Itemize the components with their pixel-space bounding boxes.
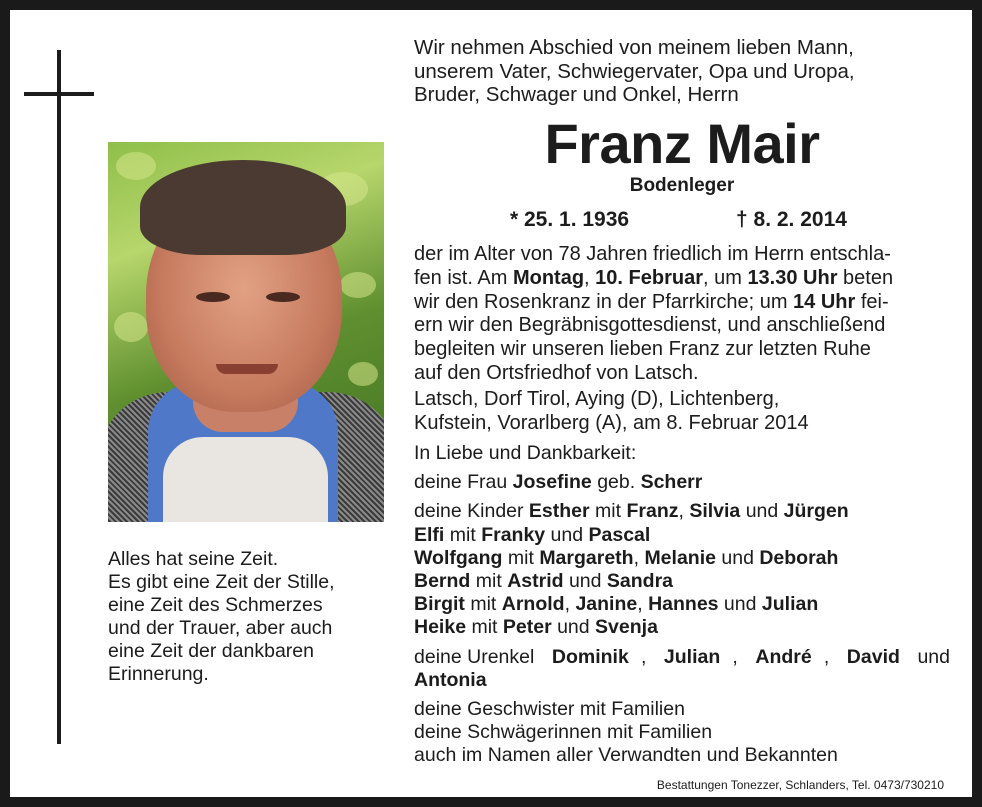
family-list [414, 442, 950, 768]
family-children: Wolfgang mit Margareth, Melanie und Deborah [414, 546, 839, 569]
family-children: Elfi mit Franky und Pascal [414, 523, 651, 546]
family-relatives: auch im Namen aller Verwandten und Bekannten [414, 744, 838, 767]
intro-line: Wir nehmen Abschied von meinem lieben Mann, [414, 36, 854, 59]
poem-line: Es gibt eine Zeit der Stille, [108, 571, 335, 593]
body-text: beten [837, 266, 894, 289]
poem-line: eine Zeit der dankbaren [108, 640, 314, 662]
body-text: wir den Rosenkranz in der Pfarrkirche; um [414, 290, 794, 313]
cross-icon [57, 50, 61, 744]
poem-line: eine Zeit des Schmerzes [108, 594, 323, 616]
announcement-text [414, 243, 950, 386]
poem-line: Erinnerung. [108, 663, 209, 685]
body-time: 13.30 Uhr [747, 266, 838, 289]
funeral-home-footer: Bestattungen Tonezzer, Schlanders, Tel. 0473/730210 [656, 778, 944, 792]
body-line: begleiten wir unseren lieben Franz zur letzten Ruhe [414, 338, 871, 361]
family-children: Heike mit Peter und Svenja [414, 616, 658, 639]
family-siblings: deine Geschwister mit Familien [414, 698, 685, 721]
obituary-card [10, 10, 972, 797]
body-line: ern wir den Begräbnisgottesdienst, und anschließend [414, 314, 886, 337]
body-line: auf den Ortsfriedhof von Latsch. [414, 361, 699, 384]
body-day: Montag [512, 266, 585, 289]
death-date: † 8. 2. 2014 [736, 208, 847, 231]
body-text: , [584, 266, 596, 289]
family-great-grandchildren: Antonia [414, 668, 487, 691]
poem [108, 548, 384, 686]
family-children: Birgit mit Arnold, Janine, Hannes und Julian [414, 593, 819, 616]
family-wife: deine Frau Josefine geb. Scherr [414, 471, 703, 494]
family-children: Bernd mit Astrid und Sandra [414, 570, 674, 593]
portrait-photo [108, 142, 384, 522]
body-date: 10. Februar [595, 266, 703, 289]
cross-icon-bar [24, 92, 94, 96]
intro-line: Bruder, Schwager und Onkel, Herrn [414, 83, 739, 106]
places-line: Kufstein, Vorarlberg (A), am 8. Februar 2014 [414, 411, 809, 434]
birth-date: * 25. 1. 1936 [510, 208, 630, 231]
body-text: fen ist. Am [414, 266, 513, 289]
body-line: der im Alter von 78 Jahren friedlich im Herrn entschla- [414, 243, 891, 265]
life-dates [414, 208, 950, 234]
deceased-name: Franz Mair [544, 112, 820, 175]
poem-line: Alles hat seine Zeit. [108, 548, 279, 570]
intro-line: unserem Vater, Schwiegervater, Opa und Uropa, [414, 59, 855, 83]
family-great-grandchildren: deine Urenkel Dominik , Julian , André , David und [414, 645, 950, 668]
body-time: 14 Uhr [793, 290, 856, 313]
body-text: fei- [855, 290, 889, 313]
intro-text [414, 36, 950, 107]
family-in-laws: deine Schwägerinnen mit Familien [414, 721, 713, 744]
body-text: , um [702, 266, 748, 289]
poem-line: und der Trauer, aber auch [108, 617, 333, 639]
family-intro: In Liebe und Dankbarkeit: [414, 442, 637, 464]
places-text [414, 388, 950, 436]
places-line: Latsch, Dorf Tirol, Aying (D), Lichtenberg, [414, 388, 780, 410]
family-children: deine Kinder Esther mit Franz, Silvia und Jürgen [414, 500, 849, 523]
profession: Bodenleger [629, 175, 735, 196]
